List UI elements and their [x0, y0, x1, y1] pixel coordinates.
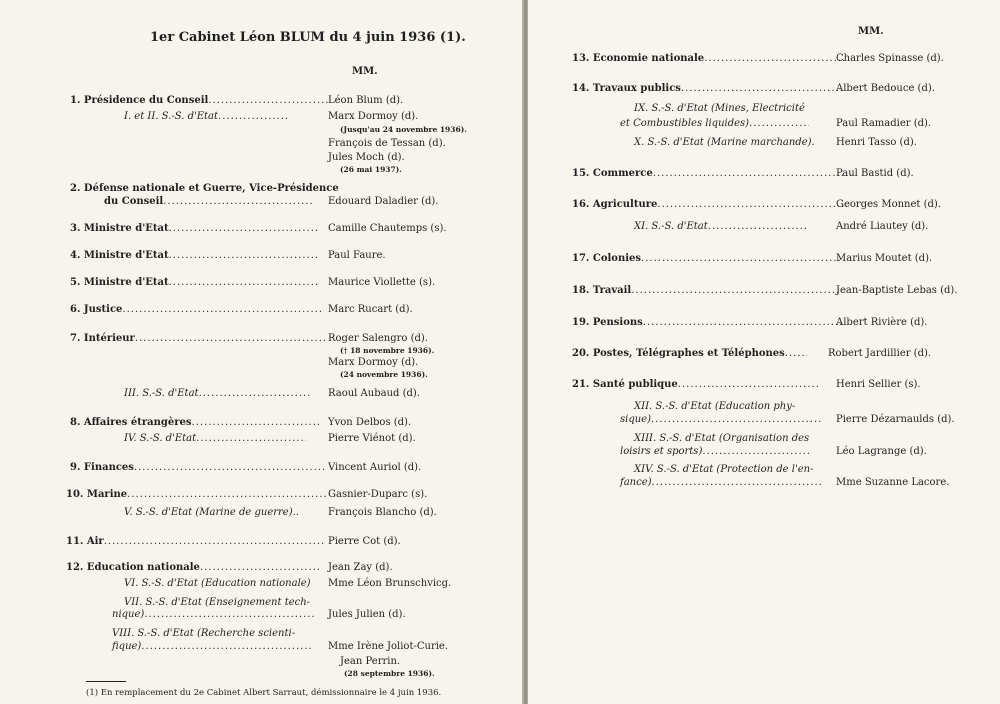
entry-label: VII. S.-S. d'Etat (Enseignement tech-: [124, 597, 311, 608]
entry-name: Jean Perrin.: [340, 656, 401, 667]
entry-name: Paul Ramadier (d).: [836, 118, 932, 129]
entry-label: 20. Postes, Télégraphes et Téléphones.....: [572, 347, 807, 360]
entry-label: IX. S.-S. d'Etat (Mines, Electricité: [634, 103, 805, 114]
mm-header: MM.: [858, 26, 884, 37]
entry-name: Jean Zay (d).: [328, 562, 393, 573]
entry-label: III. S.-S. d'Etat.....: [124, 387, 309, 400]
entry-note: (28 septembre 1936).: [344, 669, 435, 678]
entry-name: Léon Blum (d).: [328, 95, 404, 106]
entry-name: Mme Léon Brunschvicg.: [328, 578, 452, 589]
entry-name: Gasnier-Duparc (s).: [328, 489, 428, 500]
entry-label: du Conseil.....: [104, 195, 313, 208]
entry-label: fique).....: [112, 640, 311, 653]
entry-label: XIV. S.-S. d'Etat (Protection de l'en-: [634, 464, 814, 475]
entry-note: (24 novembre 1936).: [340, 370, 428, 379]
entry-name: Marx Dormoy (d).: [328, 111, 419, 122]
entry-label: 7. Intérieur.....: [70, 332, 325, 345]
entry-name: Charles Spinasse (d).: [836, 53, 944, 64]
footnote-rule: [86, 681, 126, 682]
entry-name: Edouard Daladier (d).: [328, 196, 439, 207]
entry-name: Paul Faure.: [328, 250, 386, 261]
entry-label: I. et II. S.-S. d'Etat.....: [124, 110, 288, 123]
entry-label: X. S.-S. d'Etat (Marine marchande).: [634, 137, 815, 148]
entry-name: Roger Salengro (d).: [328, 333, 428, 344]
entry-name: Camille Chautemps (s).: [328, 223, 447, 234]
entry-label: 4. Ministre d'Etat.....: [70, 249, 319, 262]
footnote: (1) En remplacement du 2e Cabinet Albert Sarraut, démissionnaire le 4 juin 1936.: [86, 688, 442, 698]
entry-label: 5. Ministre d'Etat.....: [70, 276, 319, 289]
entry-name: Jean-Baptiste Lebas (d).: [836, 285, 958, 296]
entry-name: Marx Dormoy (d).: [328, 357, 419, 368]
entry-name: Léo Lagrange (d).: [836, 446, 927, 457]
entry-name: Georges Monnet (d).: [836, 199, 941, 210]
entry-label: XII. S.-S. d'Etat (Education phy-: [634, 401, 796, 412]
entry-label: loisirs et sports).....: [620, 445, 812, 458]
entry-label: 17. Colonies.....: [572, 252, 841, 265]
entry-name: Mme Irène Joliot-Curie.: [328, 641, 449, 652]
entry-label: IV. S.-S. d'Etat.....: [124, 432, 306, 445]
entry-label: 14. Travaux publics.....: [572, 82, 841, 95]
entry-label: sique).....: [620, 413, 821, 426]
entry-name: Robert Jardillier (d).: [828, 348, 932, 359]
entry-label: 8. Affaires étrangères.....: [70, 416, 322, 429]
entry-name: François Blancho (d).: [328, 507, 437, 518]
entry-label: XIII. S.-S. d'Etat (Organisation des: [634, 433, 810, 444]
entry-label: 18. Travail.....: [572, 284, 841, 297]
entry-name: André Liautey (d).: [836, 221, 929, 232]
entry-label: nique).....: [112, 608, 314, 621]
entry-label: 9. Finances.....: [70, 461, 324, 474]
entry-label: fance).....: [620, 476, 822, 489]
page-title: 1er Cabinet Léon BLUM du 4 juin 1936 (1).: [150, 30, 466, 45]
entry-label: et Combustibles liquides).....: [620, 117, 809, 130]
entry-name: Henri Sellier (s).: [836, 379, 921, 390]
entry-note: (Jusqu'au 24 novembre 1936).: [340, 125, 467, 134]
entry-name: Pierre Viénot (d).: [328, 433, 416, 444]
entry-name: Jules Moch (d).: [328, 152, 405, 163]
entry-name: Pierre Dézarnaulds (d).: [836, 414, 955, 425]
entry-label: 12. Education nationale.....: [66, 561, 320, 574]
entry-label: VIII. S.-S. d'Etat (Recherche scienti-: [112, 628, 296, 639]
entry-label: 15. Commerce.....: [572, 167, 853, 180]
entry-name: Pierre Cot (d).: [328, 536, 401, 547]
entry-label: 21. Santé publique.....: [572, 378, 818, 391]
right-page: [528, 0, 1000, 704]
entry-label: XI. S.-S. d'Etat.....: [634, 220, 808, 233]
entry-label: V. S.-S. d'Etat (Marine de guerre)..: [124, 507, 299, 518]
mm-header: MM.: [352, 66, 378, 77]
entry-label: 6. Justice.....: [70, 303, 322, 316]
entry-name: Marc Rucart (d).: [328, 304, 413, 315]
entry-label: 1. Présidence du Conseil.....: [70, 94, 328, 107]
entry-name: Vincent Auriol (d).: [328, 462, 422, 473]
entry-label: VI. S.-S. d'Etat (Education nationale): [124, 578, 311, 589]
entry-label: 10. Marine.....: [66, 488, 327, 501]
entry-name: Henri Tasso (d).: [836, 137, 917, 148]
entry-name: Paul Bastid (d).: [836, 168, 914, 179]
entry-name: Marius Moutet (d).: [836, 253, 933, 264]
entry-note: (26 mai 1937).: [340, 165, 402, 174]
entry-name: Mme Suzanne Lacore.: [836, 477, 950, 488]
entry-name: François de Tessan (d).: [328, 138, 446, 149]
entry-name: Yvon Delbos (d).: [328, 417, 412, 428]
entry-name: Albert Rivière (d).: [836, 317, 928, 328]
entry-note: († 18 novembre 1936).: [340, 346, 435, 355]
entry-name: Maurice Viollette (s).: [328, 277, 436, 288]
entry-name: Jules Julien (d).: [328, 609, 406, 620]
entry-label: 19. Pensions.....: [572, 316, 843, 329]
entry-label: 11. Air.....: [66, 535, 324, 548]
entry-label: 16. Agriculture.....: [572, 198, 847, 211]
entry-name: Albert Bedouce (d).: [836, 83, 935, 94]
entry-label: 3. Ministre d'Etat.....: [70, 222, 319, 235]
entry-label: 13. Economie nationale.....: [572, 52, 844, 65]
entry-label: 2. Défense nationale et Guerre, Vice-Présidence: [70, 183, 339, 194]
entry-name: Raoul Aubaud (d).: [328, 388, 420, 399]
